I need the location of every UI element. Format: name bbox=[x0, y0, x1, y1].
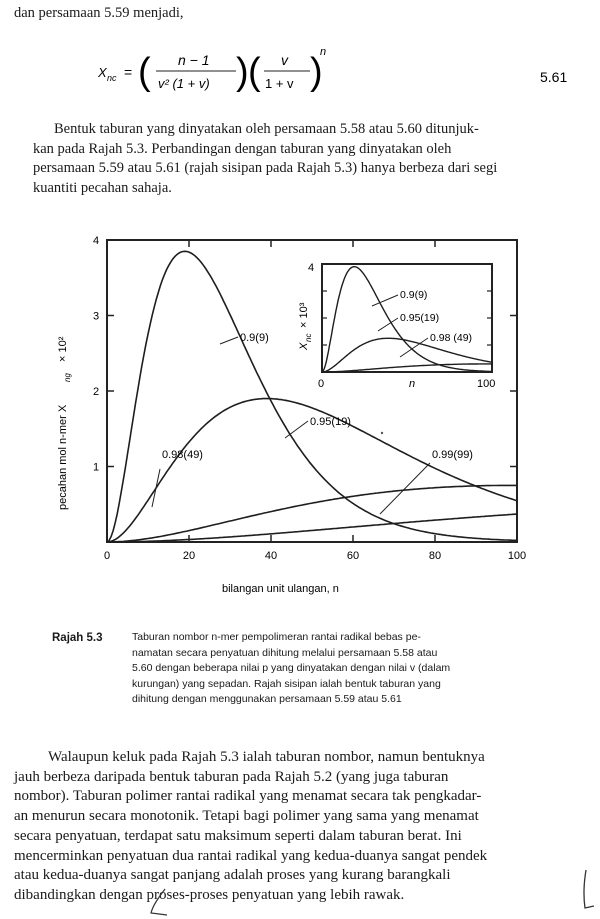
main-curve-series-3 bbox=[107, 514, 517, 542]
leader-0-9 bbox=[220, 337, 238, 344]
main-y-axis-label bbox=[57, 336, 72, 510]
main-curve-series-2 bbox=[107, 485, 517, 542]
caption-label: Rajah 5.3 bbox=[52, 632, 103, 644]
strike-mark bbox=[145, 887, 175, 917]
paragraph-2-line: nombor). Taburan polimer rantai radikal yang menamat secara tak pengkadar- bbox=[14, 788, 482, 805]
inset-ylabel-text: X bbox=[298, 342, 310, 350]
eq-equals: = bbox=[124, 64, 133, 80]
eq-paren-close-1: ) bbox=[236, 51, 249, 93]
paragraph-2-line: an menurun secara monotonik. Tetapi bagi polimer yang sama yang menamat bbox=[14, 808, 479, 825]
main-x-tick-label: 20 bbox=[182, 550, 196, 562]
leader-0-98 bbox=[152, 469, 160, 507]
main-y-tick-label: 2 bbox=[93, 386, 100, 398]
caption-line: 5.60 dengan beberapa nilai p yang dinyatakan dengan nilai v (dalam bbox=[132, 662, 451, 674]
main-y-tick-label: 4 bbox=[93, 235, 100, 247]
eq-frac1-den: v² (1 + v) bbox=[158, 76, 210, 91]
series-label-0-9: 0.9(9) bbox=[240, 332, 269, 344]
inset-ytick-4: 4 bbox=[308, 262, 315, 274]
paragraph-2-line: mencerminkan penyatuan dua rantai radikal yang kedua-duanya sangat pendek bbox=[14, 847, 488, 864]
paragraph-1-line: persamaan 5.59 atau 5.61 (rajah sisipan pada Rajah 5.3) hanya berbeza dari segi bbox=[33, 160, 498, 176]
paragraph-2 bbox=[14, 748, 564, 906]
eq-paren-open-1: ( bbox=[138, 51, 151, 93]
paragraph-1-line: kan pada Rajah 5.3. Perbandingan dengan taburan yang dinyatakan oleh bbox=[33, 140, 452, 157]
eq-frac2-num: v bbox=[281, 52, 288, 68]
main-ylabel-sub: ng bbox=[63, 373, 72, 382]
paragraph-1 bbox=[33, 120, 567, 198]
caption-line: dihitung dengan menggunakan persamaan 5.59 atau 5.61 bbox=[132, 693, 402, 705]
intro-line: dan persamaan 5.59 menjadi, bbox=[14, 5, 184, 21]
inset-series-label-0-95: 0.95(19) bbox=[400, 312, 440, 324]
print-speck bbox=[381, 432, 383, 434]
main-x-tick-label: 100 bbox=[507, 550, 527, 562]
eq-frac2-den: 1 + v bbox=[265, 76, 294, 91]
eq-exponent: n bbox=[320, 46, 327, 58]
caption-text bbox=[132, 630, 537, 708]
main-ylabel-factor: × 10² bbox=[57, 336, 69, 362]
paragraph-1-line: kuantiti pecahan sahaja. bbox=[33, 179, 172, 196]
caption-line: namatan secara penyatuan dihitung melalui persamaan 5.58 atau bbox=[132, 646, 438, 659]
eq-paren-close-2: ) bbox=[310, 51, 323, 93]
main-y-tick-labels bbox=[93, 235, 99, 474]
inset-ylabel-sub: nc bbox=[304, 333, 313, 342]
series-label-0-99: 0.99(99) bbox=[432, 449, 473, 461]
paragraph-2-line: atau kedua-duanya sangat panjang adalah proses yang kurang barangkali bbox=[14, 867, 451, 884]
main-x-tick-label: 0 bbox=[103, 550, 111, 562]
caption-line: Taburan nombor n-mer pempolimeran rantai radikal bebas pe- bbox=[132, 631, 421, 643]
eq-lhs: X bbox=[98, 65, 107, 80]
inset-xtick-0: 0 bbox=[318, 378, 325, 390]
figure-5-3 bbox=[0, 220, 600, 620]
main-ylabel-text: pecahan mol n-mer X bbox=[57, 404, 69, 510]
main-x-tick-label: 80 bbox=[428, 550, 442, 562]
main-x-tick-label: 60 bbox=[346, 550, 360, 562]
paragraph-1-line: Bentuk taburan yang dinyatakan oleh persamaan 5.58 atau 5.60 ditunjuk- bbox=[54, 121, 479, 137]
main-x-tick-labels bbox=[104, 550, 526, 562]
eq-lhs-sub: nc bbox=[107, 73, 117, 83]
main-x-axis-label: bilangan unit ulangan, n bbox=[222, 583, 339, 595]
inset-y-axis-label bbox=[298, 302, 313, 351]
main-y-tick-label: 1 bbox=[93, 461, 100, 474]
paragraph-2-line: secara penyatuan, terdapat satu maksimum seperti dalam taburan berat. Ini bbox=[14, 827, 462, 844]
inset-ylabel-factor: × 10³ bbox=[298, 302, 310, 328]
eq-number: 5.61 bbox=[540, 69, 568, 85]
series-label-0-95: 0.95(19) bbox=[310, 416, 351, 428]
margin-pencil-mark bbox=[580, 868, 598, 912]
paragraph-2-line: dibandingkan dengan proses-proses penyatuan yang lebih rawak. bbox=[14, 886, 405, 903]
paragraph-2-line: Walaupun keluk pada Rajah 5.3 ialah taburan nombor, namun bentuknya bbox=[48, 749, 485, 765]
main-x-tick-label: 40 bbox=[264, 550, 278, 562]
equation-5-61 bbox=[98, 40, 578, 110]
eq-paren-open-2: ( bbox=[248, 51, 261, 93]
inset-series-label-0-9: 0.9(9) bbox=[400, 289, 428, 301]
inset-series-label-0-98: 0.98 (49) bbox=[430, 332, 473, 344]
main-y-tick-label: 3 bbox=[93, 310, 100, 323]
inset-xtick-100: 100 bbox=[477, 378, 496, 390]
caption-line: kurungan) yang sepadan. Rajah sisipan ialah bentuk taburan yang bbox=[132, 677, 441, 690]
series-label-0-98: 0.98(49) bbox=[162, 449, 203, 461]
eq-frac1-num: n − 1 bbox=[178, 52, 210, 68]
inset-x-axis-label: n bbox=[409, 378, 416, 390]
leader-0-95 bbox=[285, 421, 308, 438]
paragraph-2-line: jauh berbeza daripada bentuk taburan pada Rajah 5.2 (yang juga taburan bbox=[14, 768, 449, 785]
